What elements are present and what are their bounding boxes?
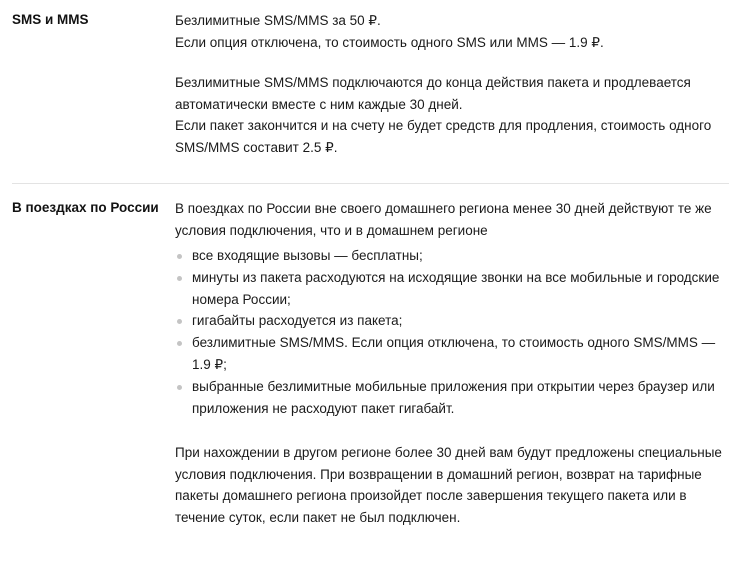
section-content-sms-mms <box>175 10 741 159</box>
list-item: все входящие вызовы — бесплатны; <box>175 245 723 267</box>
conditions-list <box>175 245 723 420</box>
section-title-sms-mms: SMS и MMS <box>12 12 89 27</box>
paragraph: Если пакет закончится и на счету не будет средств для продления, стоимость одного SMS/MMS составит 2.5 ₽. <box>175 118 712 156</box>
list-item: гигабайты расходуется из пакета; <box>175 310 723 332</box>
paragraph: В поездках по России вне своего домашнего региона менее 30 дней действуют те же условия подключения, что и в домашнем регионе <box>175 201 712 239</box>
section-title-travel-russia: В поездках по России <box>12 200 159 216</box>
paragraph: Безлимитные SMS/MMS подключаются до конца действия пакета и продлевается автоматически вместе с ним каждые 30 дней. <box>175 74 691 112</box>
section-divider-wrap <box>0 159 741 184</box>
paragraph: Безлимитные SMS/MMS за 50 ₽. <box>175 13 381 28</box>
section-sms-mms <box>0 0 741 159</box>
section-content-travel-russia <box>175 198 741 529</box>
list-item: минуты из пакета расходуются на исходящие звонки на все мобильные и городские номера России; <box>175 267 723 311</box>
paragraph: Если опция отключена, то стоимость одного SMS или MMS — 1.9 ₽. <box>175 34 604 50</box>
paragraph: При нахождении в другом регионе более 30 дней вам будут предложены специальные условия подключения. При возвращении в домашний регион, возврат на тарифные пакеты домашнего региона произойдет после завершения текущего пакета или в течение суток, если пакет не был подключен. <box>175 444 722 526</box>
list-item: выбранные безлимитные мобильные приложения при открытии через браузер или приложения не расходуют пакет гигабайт. <box>175 376 723 420</box>
list-item: безлимитные SMS/MMS. Если опция отключена, то стоимость одного SMS/MMS — 1.9 ₽; <box>175 332 723 376</box>
section-travel-russia <box>0 184 741 529</box>
